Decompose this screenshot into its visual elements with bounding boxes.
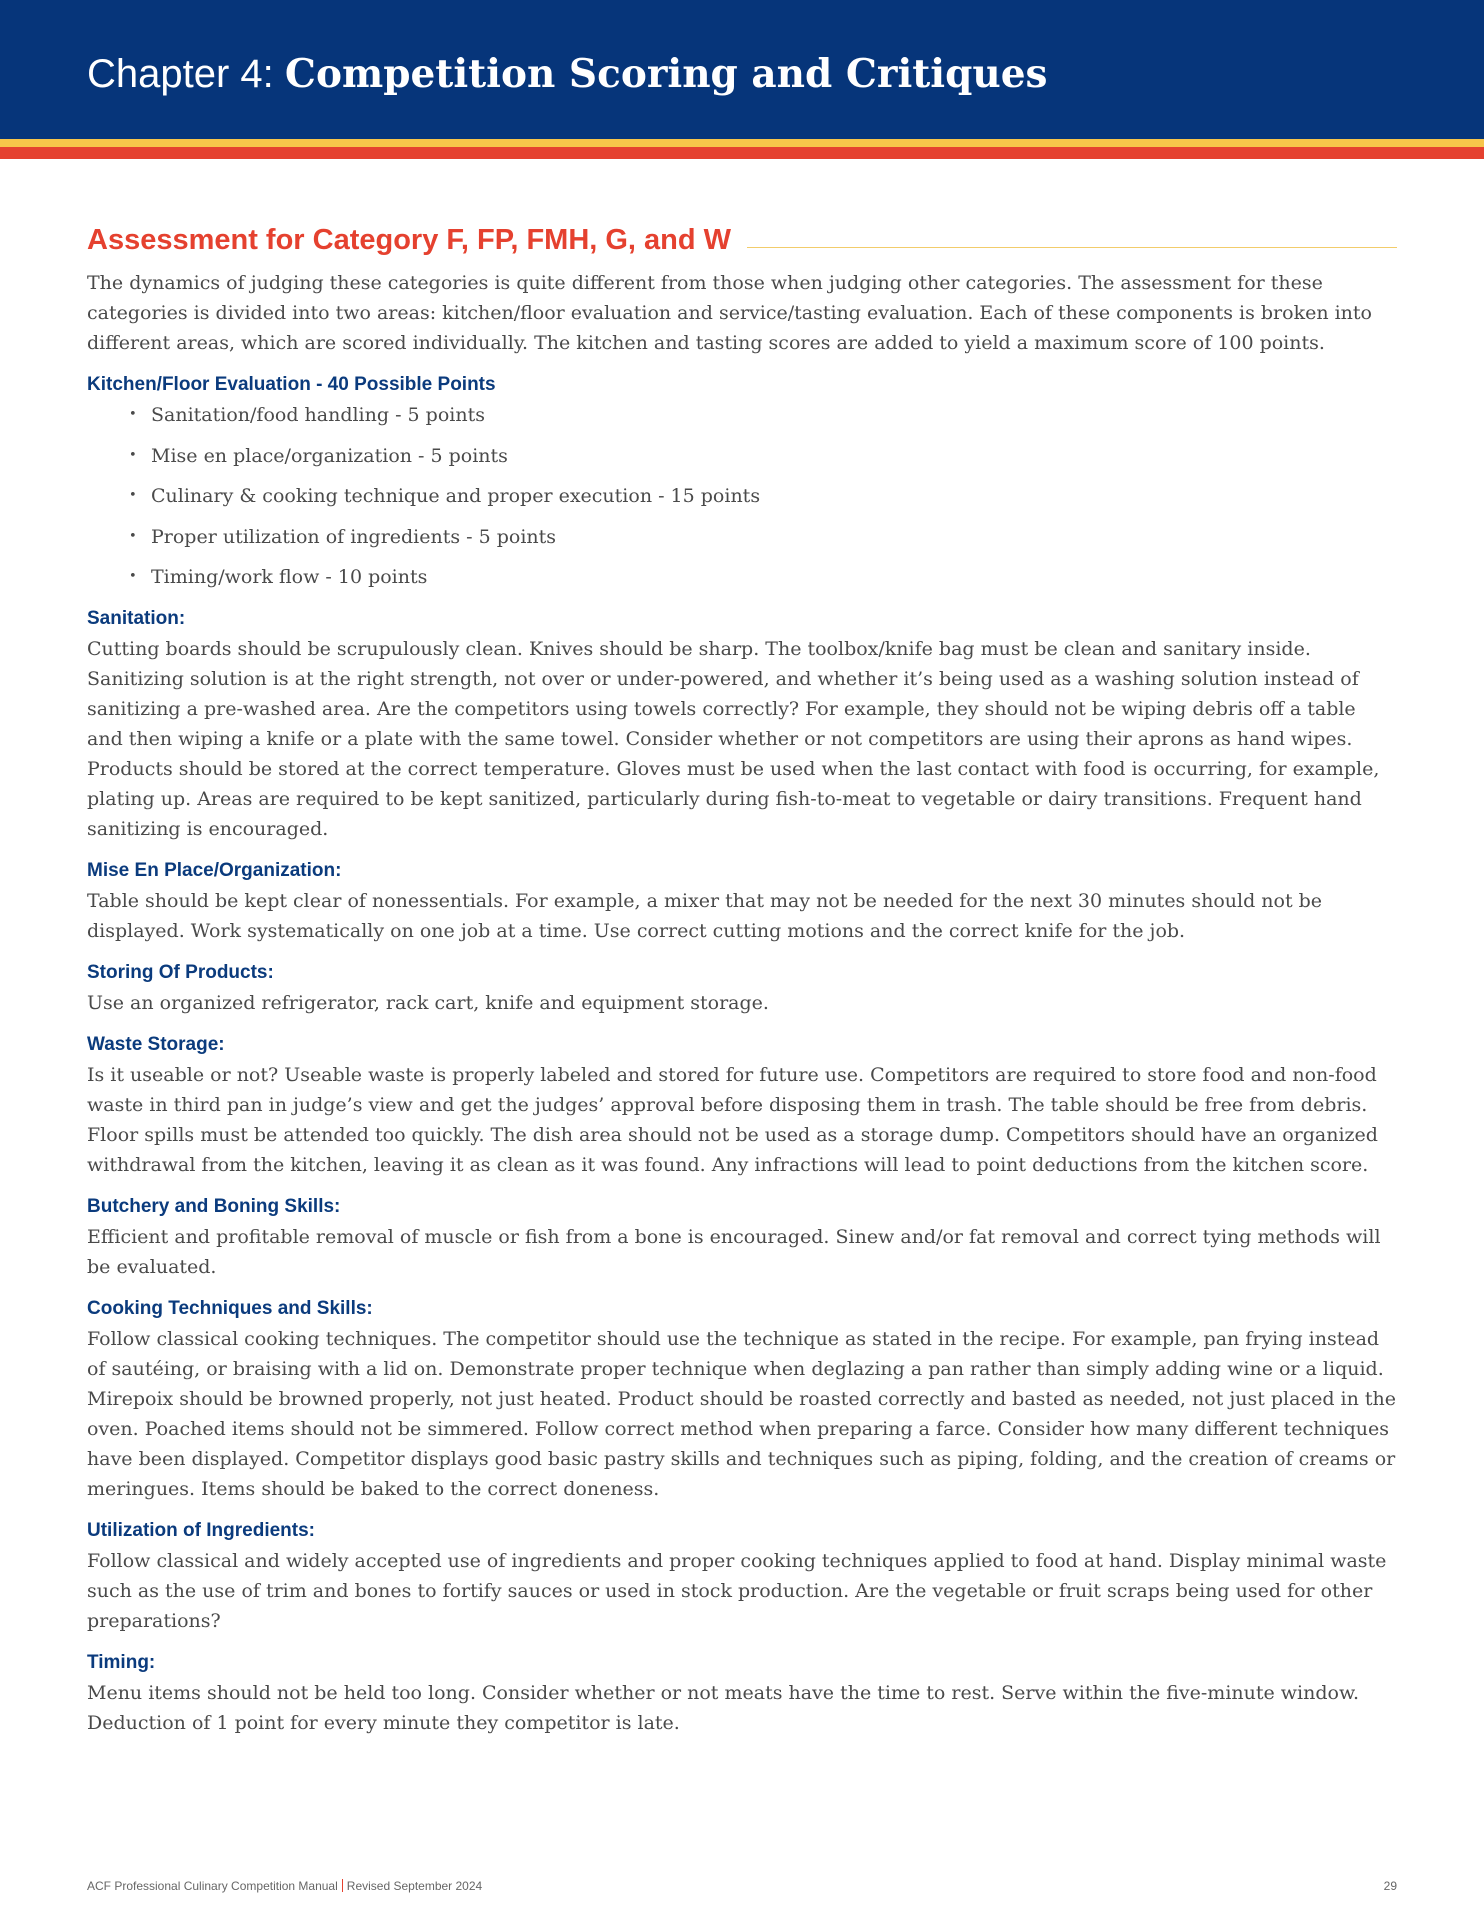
list-item — [129, 562, 1397, 592]
list-item — [129, 481, 1397, 511]
kitchen-points-list — [87, 400, 1397, 592]
subsection-body: Table should be kept clear of nonessentials. For example, a mixer that may not be needed for the next 30 minutes should not be displayed. Work systematically on one job at a time. Use correct cutting motions and the correct knife for the job. — [87, 890, 1323, 942]
list-item-text: Sanitation/food handling - 5 points — [151, 404, 485, 426]
subsection-heading: Mise En Place/Organization: — [87, 860, 342, 881]
section-title-rule — [747, 247, 1397, 248]
header-stripe-red — [0, 147, 1484, 159]
subsection-heading: Storing Of Products: — [87, 962, 274, 983]
subsection-heading: Timing: — [87, 1652, 156, 1673]
list-item-text: Proper utilization of ingredients - 5 points — [151, 525, 557, 548]
bullet-icon: • — [129, 528, 137, 544]
subsection-storing-products — [87, 960, 1397, 1018]
subsection-body: Use an organized refrigerator, rack cart, knife and equipment storage. — [87, 992, 769, 1014]
chapter-title-text: Competition Scoring and Critiques — [284, 51, 1048, 97]
subsection-timing — [87, 1650, 1397, 1738]
subsection-cooking-techniques — [87, 1296, 1397, 1504]
subsection-body: Follow classical cooking techniques. The competitor should use the technique as stated in the recipe. For example, pan frying instead of sautéing, or braising with a lid on. Demonstrate proper technique when deglazing a pan rather than simply adding wine or a liquid. Mirepoix should be browned properly, not just heated. Product should be roasted correctly and basted as needed, not just placed in the oven. Poached items should not be simmered. Follow correct method when preparing a farce. Consider how many different techniques have been displayed. Competitor displays good basic pastry skills and techniques such as piping, folding, and the creation of creams or meringues. Items should be baked to the correct doneness. — [87, 1328, 1396, 1500]
bullet-icon: • — [129, 447, 137, 463]
subsection-body: Cutting boards should be scrupulously clean. Knives should be sharp. The toolbox/knife bag must be clean and sanitary inside. Sanitizing solution is at the right strength, not over or under-powered, and whether it’s being used as a washing solution instead of sanitizing a pre-washed area. Are the competitors using towels correctly? For example, they should not be wiping debris off a table and then wiping a knife or a plate with the same towel. Consider whether or not competitors are using their aprons as hand wipes. Products should be stored at the correct temperature. Gloves must be used when the last contact with food is occurring, for example, plating up. Areas are required to be kept sanitized, particularly during fish-to-meat to vegetable or dairy transitions. Frequent hand sanitizing is encouraged. — [87, 638, 1380, 840]
page-number: 29 — [1383, 1879, 1397, 1893]
section-header — [87, 222, 1397, 258]
footer-manual-info — [87, 1879, 482, 1893]
list-item — [129, 522, 1397, 552]
subsection-heading: Waste Storage: — [87, 1034, 225, 1055]
kitchen-evaluation-heading: Kitchen/Floor Evaluation - 40 Possible Points — [87, 374, 496, 395]
subsection-heading: Sanitation: — [87, 608, 186, 629]
list-item-text: Mise en place/organization - 5 points — [151, 444, 508, 467]
list-item — [129, 441, 1397, 471]
subsection-heading: Cooking Techniques and Skills: — [87, 1298, 373, 1319]
section-title: Assessment for Category F, FP, FMH, G, and W — [87, 224, 732, 256]
subsection-body: Is it useable or not? Useable waste is properly labeled and stored for future use. Competitors are required to store food and non-food waste in third pan in judge’s view and get the judges’ approval before disposing them in trash. The table should be free from debris. Floor spills must be attended too quickly. The dish area should not be used as a storage dump. Competitors should have an organized withdrawal from the kitchen, leaving it as clean as it was found. Any infractions will lead to point deductions from the kitchen score. — [87, 1064, 1378, 1176]
bullet-icon: • — [129, 569, 137, 584]
chapter-prefix: Chapter 4: — [87, 52, 274, 96]
list-item — [129, 400, 1397, 430]
header-stripe-yellow — [0, 139, 1484, 147]
subsection-body: Efficient and profitable removal of muscle or fish from a bone is encouraged. Sinew and/or fat removal and correct tying methods will be evaluated. — [87, 1226, 1381, 1278]
subsection-butchery — [87, 1194, 1397, 1282]
subsection-waste-storage — [87, 1032, 1397, 1180]
page-footer — [87, 1879, 1397, 1893]
chapter-title — [87, 51, 1048, 97]
subsection-body: Menu items should not be held too long. Consider whether or not meats have the time to rest. Serve within the five-minute window. Deduction of 1 point for every minute they competitor is late. — [87, 1682, 1360, 1734]
section-intro: The dynamics of judging these categories is quite different from those when judging other categories. The assessment for these categories is divided into two areas: kitchen/floor evaluation and service/tasting evaluation. Each of these components is broken into different areas, which are scored individually. The kitchen and tasting scores are added to yield a maximum score of 100 points. — [87, 272, 1372, 354]
bullet-icon: • — [129, 488, 137, 503]
bullet-icon: • — [129, 407, 137, 422]
list-item-text: Culinary & cooking technique and proper execution - 15 points — [151, 485, 761, 507]
subsection-mise-en-place — [87, 858, 1397, 946]
footer-manual-title: ACF Professional Culinary Competition Manual — [87, 1879, 338, 1893]
subsection-sanitation — [87, 606, 1397, 844]
main-content — [87, 222, 1397, 1738]
subsection-heading: Utilization of Ingredients: — [87, 1520, 315, 1541]
footer-separator — [342, 1879, 343, 1892]
list-item-text: Timing/work flow - 10 points — [151, 566, 428, 588]
footer-revised: Revised September 2024 — [346, 1879, 483, 1893]
subsection-body: Follow classical and widely accepted use of ingredients and proper cooking techniques applied to food at hand. Display minimal waste such as the use of trim and bones to fortify sauces or used in stock production. Are the vegetable or fruit scraps being used for other preparations? — [87, 1550, 1387, 1632]
subsection-utilization — [87, 1518, 1397, 1636]
subsection-heading: Butchery and Boning Skills: — [87, 1196, 341, 1217]
